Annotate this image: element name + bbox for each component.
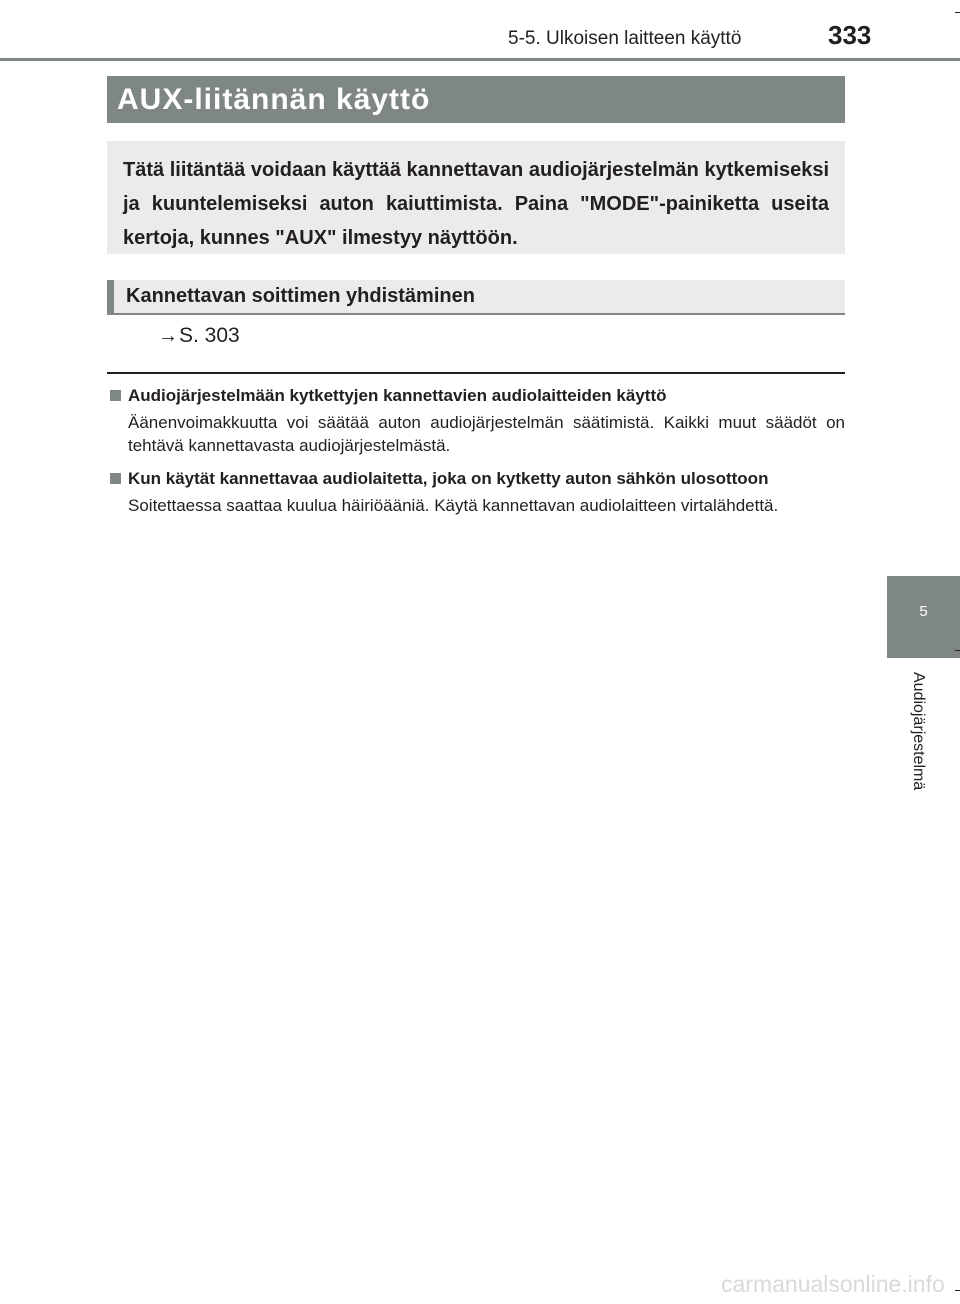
divider	[107, 372, 845, 374]
crop-mark	[955, 650, 960, 651]
note-body: Soitettaessa saattaa kuulua häiriöääniä. Käytä kannettavan audiolaitteen virtalähdettä.	[128, 496, 779, 515]
page-reference-text: S. 303	[179, 324, 240, 347]
crop-mark	[955, 12, 960, 13]
chapter-label: Audiojärjestelmä	[910, 672, 927, 791]
arrow-right-icon: →	[158, 325, 178, 347]
note-title-text: Audiojärjestelmään kytkettyjen kannettavien audiolaitteiden käyttö	[128, 386, 667, 405]
page-number: 333	[828, 20, 872, 50]
intro-text: Tätä liitäntää voidaan käyttää kannettavan audiojärjestelmän kytkemiseksi ja kuuntelemiseksi auton kaiuttimista. Paina "MODE"-painiketta useita kertoja, kunnes "AUX" ilmestyy näyttöön.	[123, 159, 829, 249]
square-bullet-icon	[110, 390, 121, 401]
note-body: Äänenvoimakkuutta voi säätää auton audiojärjestelmän säätimistä. Kaikki muut säädöt on tehtävä kannettavasta audiojärjestelmästä.	[128, 413, 845, 455]
note-title	[110, 384, 845, 408]
note-title	[110, 467, 845, 491]
note-title-text: Kun käytät kannettavaa audiolaitetta, joka on kytketty auton sähkön ulosottoon	[128, 469, 769, 488]
header-rule	[0, 58, 960, 61]
square-bullet-icon	[110, 473, 121, 484]
watermark: carmanualsonline.info	[721, 1271, 945, 1297]
section-heading: Kannettavan soittimen yhdistäminen	[107, 280, 845, 315]
chapter-tab: 5	[887, 576, 960, 658]
note-item	[110, 467, 845, 517]
running-header-section: 5-5. Ulkoisen laitteen käyttö	[508, 28, 742, 49]
page-title: AUX-liitännän käyttö	[107, 76, 845, 123]
crop-mark	[955, 1290, 960, 1291]
intro-box	[107, 141, 845, 254]
page-reference[interactable]	[158, 324, 240, 348]
note-item	[110, 384, 845, 457]
